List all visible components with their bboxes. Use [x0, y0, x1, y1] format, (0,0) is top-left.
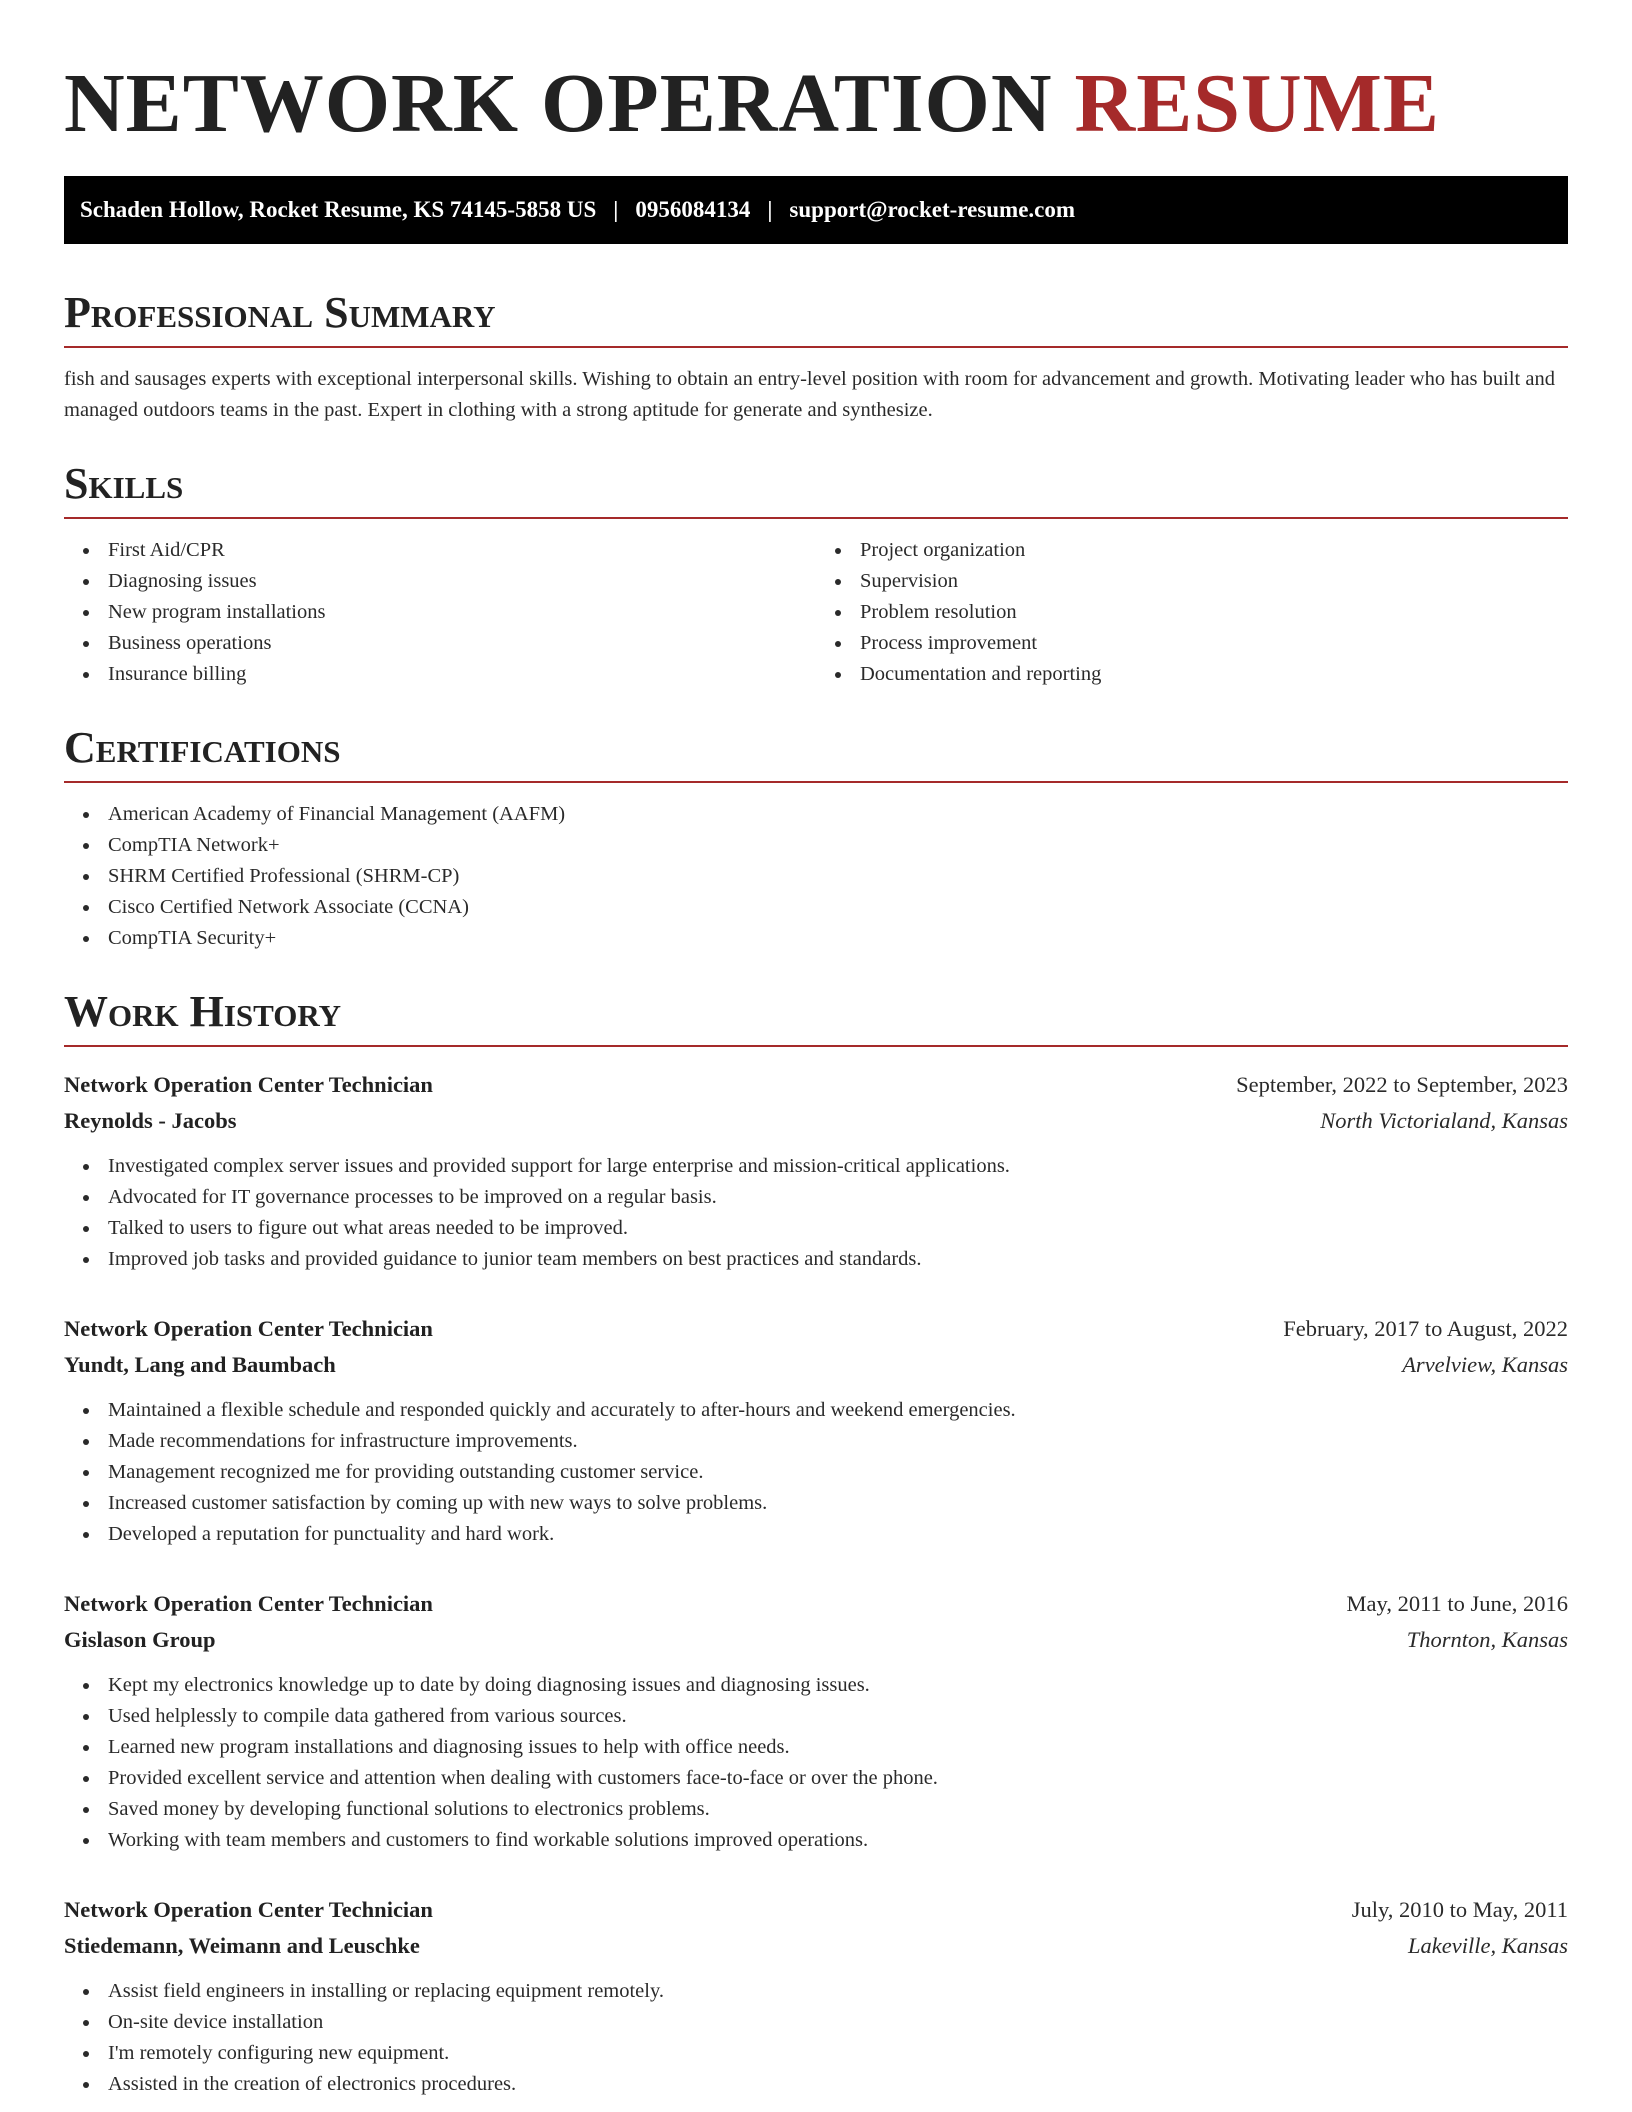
skills-heading: Skills [64, 455, 1568, 519]
job-company: Stiedemann, Weimann and Leuschke [64, 1933, 420, 1958]
job-location: Lakeville, Kansas [1408, 1933, 1568, 1958]
job-company-row [64, 1928, 1568, 1964]
job-bullet-item: Made recommendations for infrastructure improvements. [108, 1426, 1568, 1457]
job-title: Network Operation Center Technician [64, 1591, 433, 1616]
job-bullet-item: Increased customer satisfaction by coming up with new ways to solve problems. [108, 1488, 1568, 1519]
certifications-heading: Certifications [64, 719, 1568, 783]
job-company-row [64, 1622, 1568, 1658]
skills-list-left [64, 535, 816, 690]
job-bullet-item: Advocated for IT governance processes to be improved on a regular basis. [108, 1182, 1568, 1213]
job-dates: July, 2010 to May, 2011 [1351, 1897, 1568, 1922]
contact-phone[interactable]: 0956084134 [635, 197, 751, 222]
job-title: Network Operation Center Technician [64, 1072, 433, 1097]
job-entry [64, 1067, 1568, 1275]
job-title: Network Operation Center Technician [64, 1897, 433, 1922]
contact-separator: | [613, 197, 619, 222]
job-location: Arvelview, Kansas [1402, 1352, 1568, 1377]
job-bullet-item: Saved money by developing functional solutions to electronics problems. [108, 1794, 1568, 1825]
job-bullet-item: Maintained a flexible schedule and responded quickly and accurately to after-hours and weekend emergencies. [108, 1395, 1568, 1426]
certification-item: CompTIA Security+ [108, 923, 1568, 954]
skills-columns [64, 519, 1568, 690]
skill-item: Documentation and reporting [860, 659, 1568, 690]
job-header-row [64, 1311, 1568, 1347]
work-history-heading: Work History [64, 983, 1568, 1047]
job-bullet-item: Assisted in the creation of electronics procedures. [108, 2069, 1568, 2100]
certification-item: American Academy of Financial Management (AAFM) [108, 799, 1568, 830]
summary-text: fish and sausages experts with exceptional interpersonal skills. Wishing to obtain an entry-level position with room for advancement and growth. Motivating leader who has built and managed outdoors teams in the past. Expert in clothing with a strong aptitude for generate and synthesize. [64, 368, 1555, 421]
job-dates: September, 2022 to September, 2023 [1236, 1072, 1568, 1097]
summary-section [64, 284, 1568, 426]
job-company: Yundt, Lang and Baumbach [64, 1352, 336, 1377]
job-bullet-item: Improved job tasks and provided guidance to junior team members on best practices and standards. [108, 1244, 1568, 1275]
job-title: Network Operation Center Technician [64, 1316, 433, 1341]
skills-section [64, 455, 1568, 690]
job-entry [64, 1311, 1568, 1550]
job-header-row [64, 1892, 1568, 1928]
certifications-list [64, 799, 1568, 954]
skill-item: Business operations [108, 628, 816, 659]
contact-email[interactable]: support@rocket-resume.com [789, 197, 1076, 222]
contact-bar [64, 176, 1568, 244]
skill-item: Supervision [860, 566, 1568, 597]
job-bullet-list [64, 1395, 1568, 1550]
job-bullet-item: Assist field engineers in installing or replacing equipment remotely. [108, 1976, 1568, 2007]
skill-item: New program installations [108, 597, 816, 628]
job-company: Reynolds - Jacobs [64, 1108, 237, 1133]
job-bullet-list [64, 1151, 1568, 1275]
skill-item: Process improvement [860, 628, 1568, 659]
job-bullet-item: Management recognized me for providing outstanding customer service. [108, 1457, 1568, 1488]
job-entry [64, 1586, 1568, 1856]
job-dates: May, 2011 to June, 2016 [1346, 1591, 1568, 1616]
job-bullet-item: Working with team members and customers to find workable solutions improved operations. [108, 1825, 1568, 1856]
title-accent: RESUME [1074, 57, 1440, 150]
job-header-row [64, 1067, 1568, 1103]
job-bullet-item: I'm remotely configuring new equipment. [108, 2038, 1568, 2069]
skill-item: First Aid/CPR [108, 535, 816, 566]
resume-title [64, 56, 1440, 152]
job-company-row [64, 1347, 1568, 1383]
title-main: NETWORK OPERATION [64, 57, 1053, 150]
job-company-row [64, 1103, 1568, 1139]
skills-list-right [816, 535, 1568, 690]
skill-item: Diagnosing issues [108, 566, 816, 597]
job-bullet-list [64, 1670, 1568, 1856]
contact-separator: | [767, 197, 773, 222]
certification-item: SHRM Certified Professional (SHRM-CP) [108, 861, 1568, 892]
job-bullet-item: Talked to users to figure out what areas needed to be improved. [108, 1213, 1568, 1244]
job-entry [64, 1892, 1568, 2100]
job-bullet-item: Investigated complex server issues and provided support for large enterprise and mission-critical applications. [108, 1151, 1568, 1182]
job-location: North Victorialand, Kansas [1320, 1108, 1568, 1133]
job-bullet-item: Kept my electronics knowledge up to date by doing diagnosing issues and diagnosing issues. [108, 1670, 1568, 1701]
job-location: Thornton, Kansas [1406, 1627, 1568, 1652]
job-header-row [64, 1586, 1568, 1622]
summary-heading: Professional Summary [64, 284, 1568, 348]
skill-item: Insurance billing [108, 659, 816, 690]
job-bullet-item: Provided excellent service and attention when dealing with customers face-to-face or over the phone. [108, 1763, 1568, 1794]
work-history-section [64, 983, 1568, 2100]
contact-address: Schaden Hollow, Rocket Resume, KS 74145-5858 US [80, 197, 597, 222]
skill-item: Project organization [860, 535, 1568, 566]
skill-item: Problem resolution [860, 597, 1568, 628]
certification-item: CompTIA Network+ [108, 830, 1568, 861]
job-bullet-item: Used helplessly to compile data gathered from various sources. [108, 1701, 1568, 1732]
certification-item: Cisco Certified Network Associate (CCNA) [108, 892, 1568, 923]
job-bullet-list [64, 1976, 1568, 2100]
job-bullet-item: Developed a reputation for punctuality and hard work. [108, 1519, 1568, 1550]
job-bullet-item: On-site device installation [108, 2007, 1568, 2038]
certifications-section [64, 719, 1568, 954]
job-dates: February, 2017 to August, 2022 [1283, 1316, 1568, 1341]
job-company: Gislason Group [64, 1627, 216, 1652]
job-list [64, 1067, 1568, 2100]
job-bullet-item: Learned new program installations and diagnosing issues to help with office needs. [108, 1732, 1568, 1763]
